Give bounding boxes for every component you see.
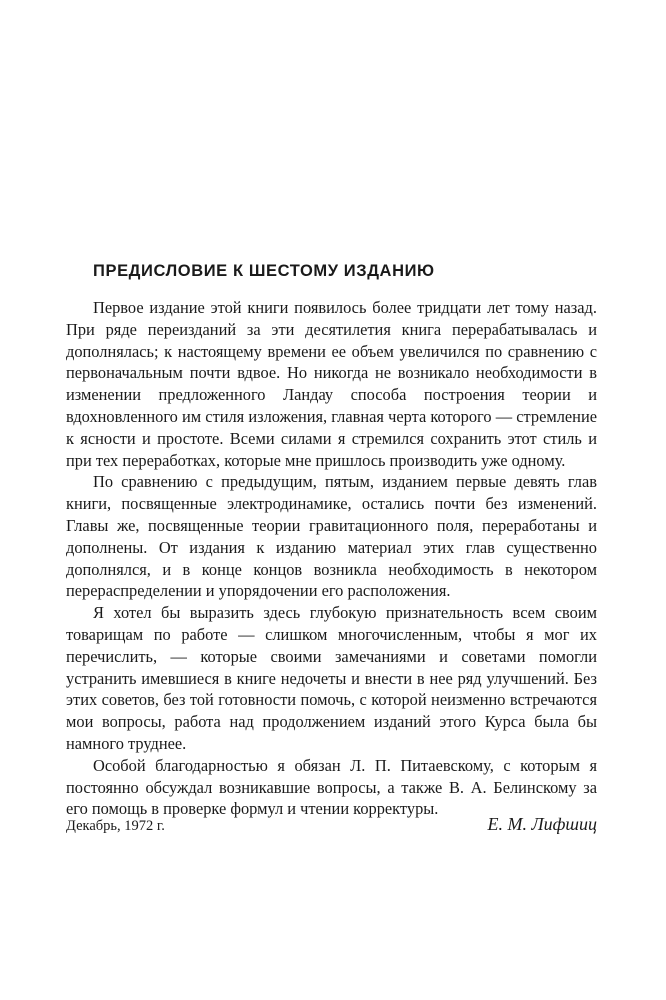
paragraph-4: Особой благодарностью я обязан Л. П. Питаевскому, с которым я постоянно обсуждал возникавшие вопросы, а также В. А. Белинскому за его помощь в проверке формул и чтении корректуры. (66, 755, 597, 819)
paragraph-3: Я хотел бы выразить здесь глубокую признательность всем своим товарищам по работе — слишком многочисленным, чтобы я мог их перечислить, — которые своими замечаниями и советами помогли устранить имевшиеся в книге недочеты и внести в нее ряд улучшений. Без этих советов, без той готовности помочь, с которой неизменно встречаются мои вопросы, работа над продолжением изданий этого Курса была бы намного труднее. (66, 603, 597, 753)
date-line: Декабрь, 1972 г. (66, 818, 165, 834)
paragraph-1: Первое издание этой книги появилось более тридцати лет тому назад. При ряде переизданий за эти десятилетия книга перерабатывалась и дополнялась; к настоящему времени ее объем увеличился по сравнению с первоначальным почти вдвое. Но никогда не возникало необходимости в изменении предложенного Ландау способа построения теории и вдохновленного им стиля изложения, главная черта которого — стремление к ясности и простоте. Всеми силами я стремился сохранить этот стиль и при тех переработках, которые мне пришлось производить уже одному. (66, 298, 597, 470)
paragraph-2: По сравнению с предыдущим, пятым, изданием первые девять глав книги, посвященные электродинамике, остались почти без изменений. Главы же, посвященные теории гравитационного поля, переработаны и дополнены. От издания к изданию материал этих глав существенно дополнялся, и в конце концов возникла необходимость в некотором перераспределении и упорядочении его расположения. (66, 472, 597, 601)
preface-footer (66, 814, 597, 842)
preface-body (66, 297, 597, 820)
preface-heading: ПРЕДИСЛОВИЕ К ШЕСТОМУ ИЗДАНИЮ (93, 262, 435, 280)
author-signature: Е. М. Лифшиц (487, 814, 597, 834)
